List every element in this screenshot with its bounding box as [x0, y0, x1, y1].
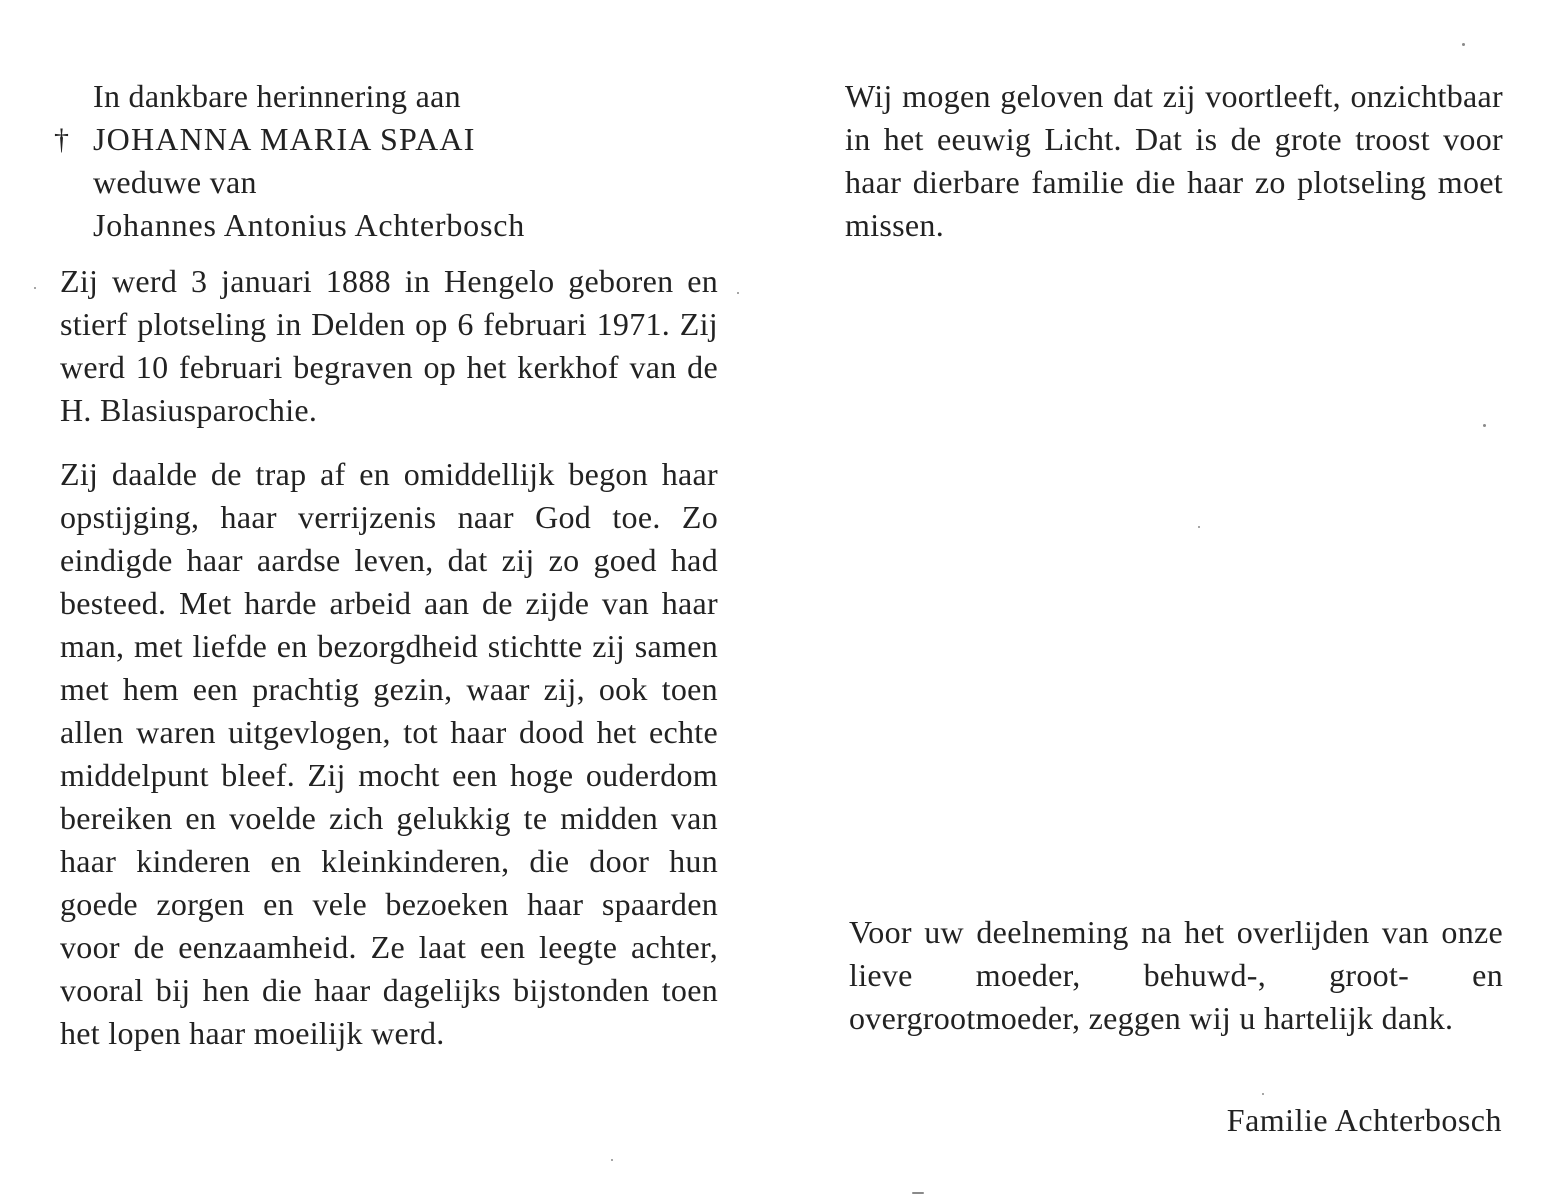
thanks-paragraph: Voor uw deelneming na het overlijden van onze lieve moeder, behuwd-, groot- en overgrootmoeder, zeggen wij u hartelijk dank.	[849, 914, 1503, 1036]
paper-speck	[1262, 1093, 1264, 1095]
life-paragraph: Zij daalde de trap af en omiddellijk begon haar opstijging, haar verrijzenis naar God toe. Zo eindigde haar aardse leven, dat zij zo goed had besteed. Met harde arbeid aan de zijde van haar man, met liefde en bezorgdheid stichtte zij samen met hem een prachtig gezin, waar zij, ook toen allen waren uitgevlogen, tot haar dood het echte middelpunt bleef. Zij mocht een hoge ouderdom bereiken en voelde zich gelukkig te midden van haar kinderen en kleinkinderen, die door hun goede zorgen en vele bezoeken haar spaarden voor de eenzaamheid. Ze laat een leegte achter, vooral bij hen die haar dagelijks bijstonden toen het lopen haar moeilijk werd.	[60, 456, 718, 1051]
thanks-block	[849, 911, 1503, 1040]
paper-speck	[1198, 526, 1200, 528]
paper-speck	[1462, 43, 1465, 46]
family-signature: Familie Achterbosch	[1226, 1102, 1502, 1138]
husband-name: Johannes Antonius Achterbosch	[93, 207, 526, 243]
right-panel	[845, 75, 1503, 247]
deceased-name: JOHANNA MARIA SPAAI	[93, 121, 476, 157]
deceased-name-line	[54, 118, 718, 161]
relation-line: weduwe van	[93, 164, 257, 200]
paper-speck	[34, 287, 36, 289]
left-panel	[54, 75, 718, 1055]
paper-speck	[611, 1159, 613, 1161]
intro-line: In dankbare herinnering aan	[93, 78, 461, 114]
card-fold	[779, 0, 780, 1200]
cross-icon: †	[54, 123, 71, 156]
paper-speck	[1483, 424, 1486, 427]
paper-speck	[737, 292, 739, 294]
paper-speck	[912, 1192, 924, 1194]
faith-paragraph: Wij mogen geloven dat zij voortleeft, onzichtbaar in het eeuwig Licht. Dat is de grote troost voor haar dierbare familie die haar zo plotseling moet missen.	[845, 78, 1503, 243]
card-header	[54, 75, 718, 247]
birth-death-paragraph: Zij werd 3 januari 1888 in Hengelo geboren en stierf plotseling in Delden op 6 februari 1971. Zij werd 10 februari begraven op het kerkhof van de H. Blasiusparochie.	[60, 263, 718, 428]
